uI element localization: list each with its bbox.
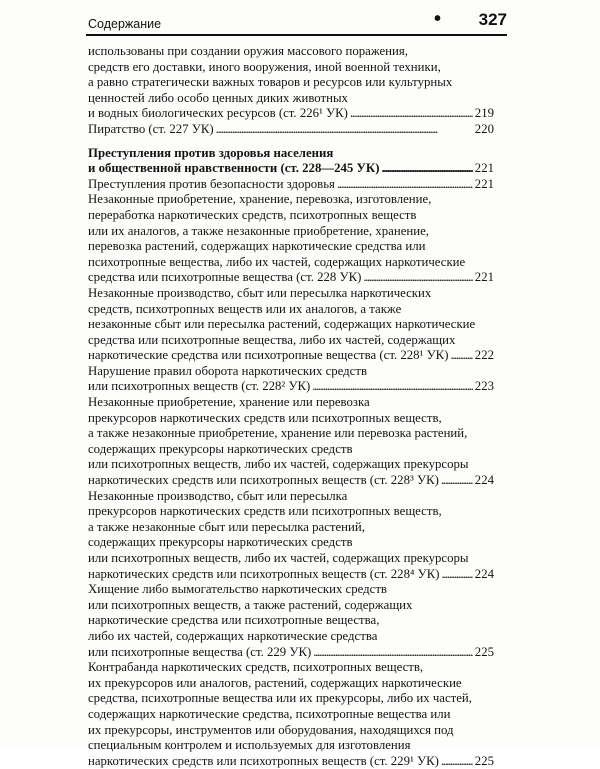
toc-entry-text: Незаконные производство, сбыт или пересылка наркотических — [88, 285, 432, 300]
page-number: 327 — [478, 10, 507, 29]
toc-page-number: 220 — [474, 121, 494, 136]
toc-entry-text: содержащих прекурсоры наркотических средств — [88, 535, 353, 550]
toc-entry — [88, 364, 494, 395]
toc-page-number: 225 — [474, 753, 494, 768]
leader-dots — [214, 122, 473, 138]
toc-entry-text: и общественной нравственности (ст. 228—245 УК) — [88, 161, 380, 176]
leader-dots — [335, 177, 473, 193]
toc-entry — [88, 286, 494, 364]
toc-page-number: 221 — [474, 176, 494, 191]
toc-entry-last-line — [88, 122, 494, 138]
toc-entry-text: незаконные сбыт или пересылка растений, содержащих наркотические — [88, 317, 476, 332]
toc-entry-text: наркотических средств или психотропных веществ (ст. 228⁴ УК) — [88, 566, 440, 581]
toc-entry-text: Хищение либо вымогательство наркотических средств — [88, 582, 387, 597]
toc-entry — [88, 192, 494, 286]
toc-entry-text: прекурсоров наркотических средств или психотропных веществ, — [88, 410, 442, 425]
leader-dots — [310, 379, 472, 395]
toc-entry-text: средства, психотропные вещества или их прекурсоры, либо их частей, — [88, 691, 472, 706]
toc-entry-text: их прекурсоры, инструментов или оборудования, находящихся под — [88, 722, 454, 737]
toc-entry-text: Контрабанда наркотических средств, психотропных веществ, — [88, 660, 424, 675]
toc-entry-text: либо их частей, содержащих наркотические средства — [88, 628, 378, 643]
toc-entry-text: их прекурсоров или аналогов, растений, содержащих наркотические — [88, 675, 462, 690]
toc-entry-text: Незаконные производство, сбыт или пересылка — [88, 488, 348, 503]
toc-entry-text: а также незаконные приобретение, хранение или перевозка растений, — [88, 426, 468, 441]
toc-entry-text: или психотропных веществ, либо их частей, содержащих прекурсоры — [88, 551, 469, 565]
toc-entry-text: содержащих наркотические средства, психотропные вещества или — [88, 706, 451, 721]
toc-entry-last-line — [88, 379, 494, 395]
toc-entry-text: или психотропных веществ (ст. 228² УК) — [88, 379, 311, 394]
toc-entry — [88, 582, 494, 660]
toc-entry-text: наркотические средства или психотропные вещества (ст. 228¹ УК) — [88, 348, 449, 363]
toc-entry-text: ценностей либо особо ценных диких животных — [88, 90, 348, 105]
toc-entry-last-line — [88, 348, 494, 364]
toc-entry-last-line — [88, 161, 494, 177]
toc-page-number: 224 — [474, 473, 494, 488]
table-of-contents — [88, 44, 494, 769]
toc-entry-text: средств его доставки, иного вооружения, иной военной техники, — [88, 59, 441, 74]
leader-dots — [439, 754, 473, 769]
toc-entry-last-line — [88, 754, 494, 769]
toc-entry-text: и водных биологических ресурсов (ст. 226¹ УК) — [88, 106, 348, 121]
toc-entry-last-line — [88, 270, 494, 286]
toc-entry-last-line — [88, 106, 494, 122]
leader-dots — [361, 270, 472, 286]
toc-entry — [88, 44, 494, 122]
toc-entry-text: Пиратство (ст. 227 УК) — [88, 121, 214, 136]
toc-entry-text: или психотропных веществ, а также растений, содержащих — [88, 597, 413, 612]
toc-page-number: 221 — [474, 161, 494, 176]
toc-entry-text: или их аналогов, а также незаконные приобретение, хранение, — [88, 223, 429, 238]
toc-entry-text: Преступления против здоровья населения — [88, 145, 334, 160]
toc-entry — [88, 489, 494, 583]
leader-dots — [448, 348, 472, 364]
toc-entry-last-line — [88, 177, 494, 193]
toc-entry-text: наркотических средств или психотропных веществ (ст. 228³ УК) — [88, 473, 439, 488]
toc-entry-last-line — [88, 473, 494, 489]
toc-page-number: 224 — [474, 566, 494, 581]
toc-entry-last-line — [88, 567, 494, 583]
toc-section-heading — [88, 146, 494, 177]
header-bullet: • — [433, 8, 441, 30]
toc-entry-text: наркотических средств или психотропных веществ (ст. 229¹ УК) — [88, 753, 439, 768]
toc-entry — [88, 122, 494, 138]
toc-entry-text: содержащих прекурсоры наркотических средств — [88, 441, 353, 456]
section-gap — [88, 138, 494, 146]
toc-entry-text: Незаконные приобретение, хранение или перевозка — [88, 395, 370, 410]
toc-page-number: 221 — [474, 270, 494, 285]
toc-entry-text: наркотические средства или психотропные вещества, — [88, 613, 380, 628]
toc-entry — [88, 395, 494, 489]
toc-entry-text: психотропные вещества, либо их частей, содержащих наркотические — [88, 254, 466, 269]
toc-page-number: 225 — [474, 644, 494, 659]
toc-entry-text: переработка наркотических средств, психотропных веществ — [88, 207, 417, 222]
header-title: Содержание — [88, 17, 162, 31]
toc-entry-text: а также незаконные сбыт или пересылка растений, — [88, 519, 365, 534]
leader-dots — [311, 645, 473, 661]
toc-entry-text: средства или психотропные вещества, либо их частей, содержащих — [88, 332, 456, 347]
toc-entry-text: прекурсоров наркотических средств или психотропных веществ, — [88, 504, 442, 519]
toc-page-number: 222 — [474, 348, 494, 363]
toc-entry-text: использованы при создании оружия массового поражения, — [88, 44, 408, 58]
leader-dots — [440, 567, 473, 583]
toc-entry-text: средства или психотропные вещества (ст. 228 УК) — [88, 270, 362, 285]
toc-page-number: 223 — [474, 379, 494, 394]
toc-entry-text: Незаконные приобретение, хранение, перевозка, изготовление, — [88, 192, 432, 207]
toc-entry-last-line — [88, 645, 494, 661]
toc-page-number: 219 — [474, 106, 494, 121]
toc-entry-text: перевозка растений, содержащих наркотические средства или — [88, 239, 426, 254]
toc-entry-text: средств, психотропных веществ или их аналогов, а также — [88, 301, 402, 316]
toc-entry-text: или психотропные вещества (ст. 229 УК) — [88, 644, 312, 659]
toc-subsection-heading — [88, 177, 494, 193]
leader-dots — [439, 473, 473, 489]
toc-entry — [88, 660, 494, 769]
toc-entry-text: специальным контролем и используемых для изготовления — [88, 738, 411, 753]
toc-entry-text: Нарушение правил оборота наркотических средств — [88, 363, 367, 378]
leader-dots — [348, 106, 473, 122]
toc-entry-text: Преступления против безопасности здоровья — [88, 176, 335, 191]
leader-dots — [379, 161, 472, 177]
toc-entry-text: или психотропных веществ, либо их частей, содержащих прекурсоры — [88, 457, 469, 472]
toc-entry-text: а равно стратегически важных товаров и ресурсов или культурных — [88, 75, 453, 90]
running-header — [86, 8, 507, 36]
